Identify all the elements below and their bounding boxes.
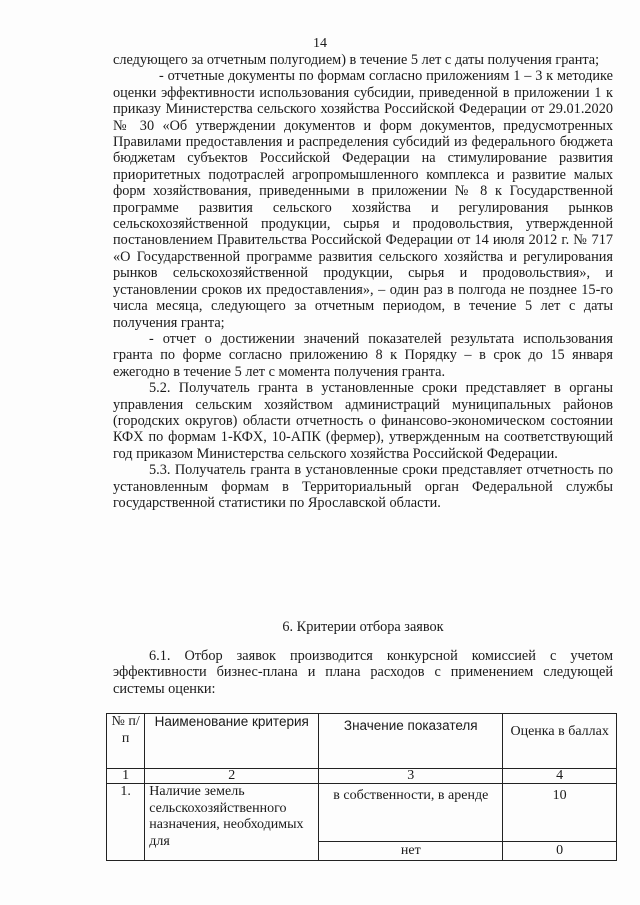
- table-header-row: [107, 714, 617, 769]
- column-number: 3: [319, 769, 503, 784]
- header-number: № п/п: [107, 714, 145, 769]
- row-number: 1.: [107, 784, 145, 861]
- section-intro: 6.1. Отбор заявок производится конкурсной комиссией с учетом эффективности бизнес-плана и плана расходов с применением следующей системы оценки:: [113, 648, 613, 697]
- row-values: [319, 784, 503, 861]
- header-value: Значение показателя: [319, 714, 503, 769]
- paragraph-reporting-documents: - отчетные документы по формам согласно приложениям 1 – 3 к методике оценки эффективности использования субсидии, приведенной в приложении 1 к приказу Министерства сельского хозяйства Российской Федерации от 29.01.2020 № 30 «Об утверждении документов и форм документов, предусмотренных Правилами предоставления и распределения субсидий из федерального бюджета бюджетам субъектов Российской Федерации на стимулирование развития приоритетных подотраслей агропромышленного комплекса и развитие малых форм хозяйствования, приведенными в приложении № 8 к Государственной программе развития сельского хозяйства и регулирования рынков сельскохозяйственной продукции, сырья и продовольствия, утвержденной постановлением Правительства Российской Федерации от 14 июля 2012 г. № 717 «О Государственной программе развития сельского хозяйства и регулирования рынков сельскохозяйственной продукции, сырья и продовольствия», и установлении сроков их предоставления», – один раз в полгода не позднее 15-го числа месяца, следующего за отчетным периодом, в течение 5 лет с даты получения гранта;: [113, 68, 613, 331]
- section-title: 6. Критерии отбора заявок: [282, 619, 444, 635]
- document-body: [113, 52, 613, 511]
- paragraph-continuation: следующего за отчетным полугодием) в течение 5 лет с даты получения гранта;: [113, 52, 600, 68]
- column-number: 4: [503, 769, 617, 784]
- column-number: 2: [145, 769, 319, 784]
- value-option: в собственности, в аренде: [319, 784, 502, 842]
- score-value: 0: [556, 843, 564, 858]
- value-option: нет: [400, 843, 421, 858]
- paragraph-results-report: - отчет о достижении значений показателей результата использования гранта по форме согласно приложению 8 к Порядку – в срок до 15 января ежегодно в течение 5 лет с момента получения гранта.: [113, 330, 613, 380]
- column-number: 1: [107, 769, 145, 784]
- table-row: [107, 784, 617, 861]
- row-scores: [503, 784, 617, 861]
- row-criterion: Наличие земель сельскохозяйственного назначения, необходимых для: [145, 784, 319, 861]
- table-column-numbers-row: [107, 769, 617, 784]
- score-value: 10: [503, 784, 616, 842]
- paragraph-5-3: 5.3. Получатель гранта в установленные сроки представляет отчетность по установленным формам в Территориальный орган Федеральной службы государственной статистики по Ярославской области.: [113, 462, 613, 511]
- header-score: Оценка в баллах: [503, 714, 617, 769]
- paragraph-5-2: 5.2. Получатель гранта в установленные сроки представляет в органы управления сельским хозяйством администраций муниципальных районов (городских округов) области отчетность о финансово-экономическом состоянии КФХ по формам 1-КФХ, 10-АПК (фермер), утвержденным на соответствующий год приказом Министерства сельского хозяйства Российской Федерации.: [113, 380, 613, 462]
- page-number: 14: [313, 36, 327, 51]
- criteria-table: [106, 713, 617, 861]
- header-criterion: Наименование критерия: [145, 714, 319, 769]
